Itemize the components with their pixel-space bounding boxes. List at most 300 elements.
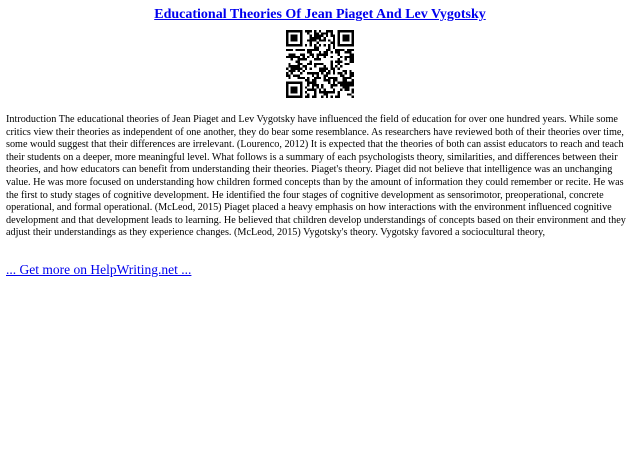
- qr-module: [298, 30, 300, 32]
- qr-module: [352, 35, 354, 37]
- qr-module: [319, 39, 321, 41]
- qr-module: [349, 56, 351, 58]
- qr-module: [293, 91, 295, 93]
- qr-module: [314, 39, 316, 41]
- qr-module: [331, 51, 333, 53]
- qr-module: [314, 79, 316, 81]
- qr-module: [347, 35, 349, 37]
- qr-module: [309, 44, 311, 46]
- qr-module: [331, 65, 333, 67]
- qr-module: [347, 93, 349, 95]
- qr-module: [324, 32, 326, 34]
- qr-module: [345, 70, 347, 72]
- qr-module: [349, 44, 351, 46]
- qr-module: [331, 32, 333, 34]
- qr-module: [340, 65, 342, 67]
- qr-module: [319, 53, 321, 55]
- qr-module: [338, 72, 340, 74]
- qr-module: [328, 44, 330, 46]
- qr-module: [300, 86, 302, 88]
- qr-module: [307, 89, 309, 91]
- qr-module: [298, 60, 300, 62]
- qr-module: [293, 35, 295, 37]
- qr-module: [307, 82, 309, 84]
- qr-module: [286, 32, 288, 34]
- qr-module: [347, 82, 349, 84]
- qr-module: [326, 79, 328, 81]
- qr-module: [295, 37, 297, 39]
- qr-module: [352, 56, 354, 58]
- qr-module: [293, 70, 295, 72]
- qr-module: [302, 65, 304, 67]
- qr-module: [293, 65, 295, 67]
- qr-module: [345, 63, 347, 65]
- qr-module: [321, 96, 323, 98]
- qr-module: [298, 63, 300, 65]
- qr-module: [340, 89, 342, 91]
- qr-module: [295, 96, 297, 98]
- qr-module: [319, 63, 321, 65]
- qr-module: [312, 39, 314, 41]
- qr-module: [345, 56, 347, 58]
- qr-module: [324, 91, 326, 93]
- qr-module: [314, 35, 316, 37]
- qr-module: [352, 39, 354, 41]
- qr-module: [293, 56, 295, 58]
- qr-module: [333, 79, 335, 81]
- qr-module: [349, 58, 351, 60]
- qr-module: [345, 51, 347, 53]
- qr-module: [352, 53, 354, 55]
- qr-module: [342, 75, 344, 77]
- qr-module: [331, 96, 333, 98]
- qr-module: [328, 77, 330, 79]
- qr-module: [300, 93, 302, 95]
- qr-module: [302, 49, 304, 51]
- qr-module: [312, 82, 314, 84]
- qr-module: [300, 77, 302, 79]
- qr-module: [295, 30, 297, 32]
- qr-module: [338, 35, 340, 37]
- qr-module: [321, 32, 323, 34]
- qr-module: [342, 37, 344, 39]
- qr-module: [293, 39, 295, 41]
- qr-module: [316, 84, 318, 86]
- qr-module: [305, 86, 307, 88]
- qr-module: [293, 37, 295, 39]
- get-more-link-container: [6, 262, 191, 278]
- qr-module: [291, 30, 293, 32]
- qr-module: [298, 68, 300, 70]
- qr-module: [288, 49, 290, 51]
- qr-module: [298, 96, 300, 98]
- qr-module: [335, 79, 337, 81]
- qr-module: [349, 49, 351, 51]
- qr-module: [352, 91, 354, 93]
- qr-module: [340, 82, 342, 84]
- qr-module: [300, 53, 302, 55]
- qr-module: [321, 53, 323, 55]
- qr-module: [335, 77, 337, 79]
- qr-module: [307, 77, 309, 79]
- qr-module: [335, 84, 337, 86]
- qr-module: [314, 96, 316, 98]
- qr-module: [309, 72, 311, 74]
- qr-module: [340, 44, 342, 46]
- qr-module: [340, 84, 342, 86]
- qr-module: [333, 44, 335, 46]
- qr-module: [331, 86, 333, 88]
- qr-module: [295, 82, 297, 84]
- qr-module: [335, 51, 337, 53]
- qr-module: [349, 77, 351, 79]
- qr-module: [293, 86, 295, 88]
- qr-module: [338, 42, 340, 44]
- qr-module: [345, 58, 347, 60]
- qr-module: [338, 96, 340, 98]
- qr-module: [319, 70, 321, 72]
- qr-module: [326, 75, 328, 77]
- qr-module: [293, 68, 295, 70]
- qr-module: [319, 77, 321, 79]
- qr-module: [312, 79, 314, 81]
- qr-module: [347, 39, 349, 41]
- qr-module: [307, 51, 309, 53]
- qr-module: [340, 75, 342, 77]
- qr-module: [319, 44, 321, 46]
- qr-module: [286, 93, 288, 95]
- qr-module: [312, 86, 314, 88]
- qr-module: [347, 84, 349, 86]
- qr-module: [338, 68, 340, 70]
- qr-module: [291, 56, 293, 58]
- qr-module: [309, 51, 311, 53]
- qr-module: [338, 91, 340, 93]
- qr-module: [316, 56, 318, 58]
- qr-module: [291, 37, 293, 39]
- qr-module: [288, 44, 290, 46]
- qr-module: [342, 49, 344, 51]
- qr-module: [345, 86, 347, 88]
- qr-module: [314, 32, 316, 34]
- document-body: Introduction The educational theories of Jean Piaget and Lev Vygotsky have influenced the field of education for over one hundred years. While some critics view their theories as independent of one another, they do bear some resemblance. As researchers have reviewed both of their theories over time, some would suggest that their differences are irrelevant. (Lourenco, 2012) It is expected that the theories of both can assist educators to reach and teach their students on a deeper, more meaningful level. What follows is a summary of each psychologists theory, similarities, and differences between their theories, and how educators can benefit from understanding their theories. Piaget's theory. Piaget did not believe that intelligence was an unchanging value. He was more focused on understanding how children formed concepts than by the amount of information they could remember or recite. He was the first to study stages of cognitive development. He identified the four stages of cognitive development as sensorimotor, preoperational, concrete operational, and formal operational. (McLeod, 2015) Piaget placed a heavy emphasis on how interactions with the environment influenced cognitive development and that development leads to learning. He believed that children develop understandings of concepts based on their environment and they adjust their understandings as they experience changes. (McLeod, 2015) Vygotsky's theory. Vygotsky favored a sociocultural theory,: [6, 114, 626, 239]
- qr-module: [291, 65, 293, 67]
- qr-module: [340, 60, 342, 62]
- qr-module: [333, 42, 335, 44]
- qr-module: [321, 35, 323, 37]
- qr-module: [338, 58, 340, 60]
- qr-module: [286, 96, 288, 98]
- qr-module: [349, 75, 351, 77]
- qr-module: [340, 49, 342, 51]
- qr-module: [288, 30, 290, 32]
- qr-module: [340, 72, 342, 74]
- qr-module: [342, 86, 344, 88]
- qr-module: [338, 82, 340, 84]
- qr-module: [309, 42, 311, 44]
- qr-module: [328, 30, 330, 32]
- qr-module: [338, 39, 340, 41]
- qr-module: [309, 82, 311, 84]
- qr-module: [316, 49, 318, 51]
- qr-module: [309, 89, 311, 91]
- qr-module: [324, 51, 326, 53]
- qr-module: [295, 91, 297, 93]
- qr-module: [331, 77, 333, 79]
- qr-module: [314, 89, 316, 91]
- qr-module: [324, 68, 326, 70]
- qr-module: [286, 89, 288, 91]
- qr-module: [324, 75, 326, 77]
- qr-module: [328, 39, 330, 41]
- qr-module: [349, 82, 351, 84]
- qr-module: [349, 93, 351, 95]
- qr-module: [352, 58, 354, 60]
- qr-module: [288, 70, 290, 72]
- qr-module: [331, 60, 333, 62]
- qr-module: [347, 30, 349, 32]
- qr-module: [314, 44, 316, 46]
- qr-module: [347, 44, 349, 46]
- qr-module: [328, 91, 330, 93]
- qr-module: [340, 56, 342, 58]
- qr-module: [295, 60, 297, 62]
- qr-module: [338, 44, 340, 46]
- qr-module: [291, 49, 293, 51]
- qr-module: [312, 53, 314, 55]
- qr-module: [286, 44, 288, 46]
- qr-module: [347, 77, 349, 79]
- qr-module: [342, 82, 344, 84]
- qr-module: [333, 39, 335, 41]
- qr-module: [286, 68, 288, 70]
- qr-module: [331, 56, 333, 58]
- qr-module: [349, 30, 351, 32]
- qr-module: [333, 84, 335, 86]
- qr-module: [298, 70, 300, 72]
- qr-module: [312, 37, 314, 39]
- qr-module: [291, 70, 293, 72]
- qr-module: [331, 68, 333, 70]
- document-title: [0, 6, 640, 23]
- qr-module: [302, 56, 304, 58]
- qr-module: [312, 72, 314, 74]
- qr-module: [298, 49, 300, 51]
- qr-module: [300, 42, 302, 44]
- qr-module: [305, 30, 307, 32]
- qr-module: [326, 49, 328, 51]
- qr-module: [326, 93, 328, 95]
- qr-module: [314, 63, 316, 65]
- qr-module: [321, 63, 323, 65]
- qr-module: [298, 65, 300, 67]
- qr-module: [312, 56, 314, 58]
- qr-module: [331, 35, 333, 37]
- qr-module: [307, 49, 309, 51]
- qr-module: [342, 35, 344, 37]
- qr-module: [307, 32, 309, 34]
- qr-module: [326, 30, 328, 32]
- qr-module: [316, 58, 318, 60]
- qr-module: [328, 46, 330, 48]
- qr-module: [286, 86, 288, 88]
- qr-module: [324, 70, 326, 72]
- qr-module: [293, 30, 295, 32]
- qr-module: [295, 56, 297, 58]
- qr-module: [328, 79, 330, 81]
- qr-module: [333, 46, 335, 48]
- qr-module: [352, 30, 354, 32]
- qr-module: [291, 96, 293, 98]
- qr-module: [305, 58, 307, 60]
- qr-module: [347, 49, 349, 51]
- qr-module: [345, 35, 347, 37]
- qr-module: [286, 82, 288, 84]
- qr-module: [291, 58, 293, 60]
- qr-module: [319, 58, 321, 60]
- qr-module: [352, 82, 354, 84]
- qr-module: [286, 75, 288, 77]
- qr-module: [300, 63, 302, 65]
- qr-module: [309, 49, 311, 51]
- qr-module: [291, 53, 293, 55]
- qr-module: [286, 37, 288, 39]
- qr-module: [321, 70, 323, 72]
- qr-module: [349, 84, 351, 86]
- qr-module: [319, 68, 321, 70]
- qr-module: [316, 32, 318, 34]
- title-link[interactable]: Educational Theories Of Jean Piaget And Lev Vygotsky: [154, 7, 486, 22]
- qr-module: [302, 58, 304, 60]
- qr-module: [349, 70, 351, 72]
- qr-module: [342, 44, 344, 46]
- qr-module: [328, 82, 330, 84]
- qr-module: [314, 77, 316, 79]
- qr-module: [286, 39, 288, 41]
- qr-module: [288, 96, 290, 98]
- qr-module: [338, 32, 340, 34]
- qr-module: [291, 89, 293, 91]
- qr-module: [314, 93, 316, 95]
- qr-module: [338, 60, 340, 62]
- qr-module: [302, 77, 304, 79]
- qr-module: [305, 79, 307, 81]
- qr-module: [302, 70, 304, 72]
- qr-module: [347, 56, 349, 58]
- qr-module: [291, 82, 293, 84]
- qr-module: [300, 39, 302, 41]
- qr-module: [307, 79, 309, 81]
- qr-module: [286, 35, 288, 37]
- qr-module: [352, 75, 354, 77]
- qr-module: [288, 56, 290, 58]
- qr-module: [295, 65, 297, 67]
- qr-module: [316, 42, 318, 44]
- qr-module: [331, 84, 333, 86]
- qr-module: [300, 72, 302, 74]
- qr-module: [338, 30, 340, 32]
- qr-module: [298, 82, 300, 84]
- qr-module: [300, 58, 302, 60]
- qr-module: [286, 30, 288, 32]
- qr-module: [309, 68, 311, 70]
- qr-module: [309, 30, 311, 32]
- qr-module: [342, 79, 344, 81]
- qr-module: [342, 70, 344, 72]
- qr-module: [349, 72, 351, 74]
- qr-module: [305, 65, 307, 67]
- qr-module: [309, 60, 311, 62]
- qr-module: [328, 49, 330, 51]
- qr-module: [305, 91, 307, 93]
- qr-module: [352, 72, 354, 74]
- qr-module: [345, 37, 347, 39]
- qr-module: [314, 49, 316, 51]
- qr-module: [295, 49, 297, 51]
- qr-module: [352, 84, 354, 86]
- qr-module: [324, 44, 326, 46]
- qr-module: [326, 35, 328, 37]
- qr-module: [307, 72, 309, 74]
- qr-module: [309, 35, 311, 37]
- qr-module: [335, 96, 337, 98]
- qr-module: [338, 53, 340, 55]
- qr-module: [293, 89, 295, 91]
- qr-module: [286, 42, 288, 44]
- qr-module: [307, 39, 309, 41]
- get-more-link[interactable]: ... Get more on HelpWriting.net ...: [6, 262, 192, 277]
- qr-module: [295, 75, 297, 77]
- qr-module: [316, 53, 318, 55]
- qr-module: [293, 82, 295, 84]
- qr-module: [291, 72, 293, 74]
- qr-module: [316, 86, 318, 88]
- qr-module: [307, 96, 309, 98]
- qr-module: [333, 37, 335, 39]
- qr-module: [309, 37, 311, 39]
- qr-module: [326, 53, 328, 55]
- qr-module: [316, 63, 318, 65]
- qr-module: [342, 84, 344, 86]
- qr-module: [314, 82, 316, 84]
- qr-module: [314, 46, 316, 48]
- qr-module: [328, 72, 330, 74]
- qr-module: [352, 49, 354, 51]
- qr-module: [305, 44, 307, 46]
- qr-module: [345, 30, 347, 32]
- qr-module: [352, 60, 354, 62]
- qr-module: [342, 77, 344, 79]
- qr-module: [345, 84, 347, 86]
- qr-module: [333, 72, 335, 74]
- qr-module: [295, 35, 297, 37]
- qr-module: [295, 68, 297, 70]
- qr-module: [316, 35, 318, 37]
- qr-module: [309, 63, 311, 65]
- qr-module: [345, 39, 347, 41]
- qr-module: [300, 91, 302, 93]
- qr-module: [324, 93, 326, 95]
- qr-module: [300, 44, 302, 46]
- qr-module: [338, 37, 340, 39]
- qr-module: [300, 49, 302, 51]
- qr-module: [345, 44, 347, 46]
- qr-module: [295, 44, 297, 46]
- qr-module: [324, 53, 326, 55]
- qr-module: [326, 51, 328, 53]
- qr-module: [316, 75, 318, 77]
- qr-module: [288, 82, 290, 84]
